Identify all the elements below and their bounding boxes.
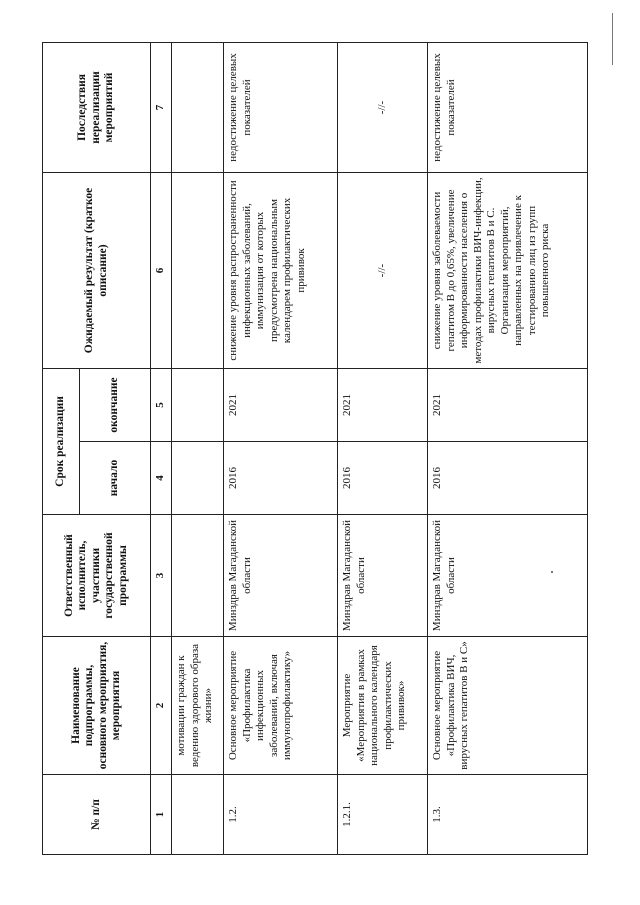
- header-row: [43, 42, 80, 854]
- row-name: Основное мероприятие «Профилактика ВИЧ, вирусных гепатитов В и С»: [428, 637, 588, 775]
- row-start: [172, 442, 224, 515]
- row-executor: [172, 515, 224, 637]
- row-start: 2016: [338, 442, 428, 515]
- row-executor: Минздрав Магаданской области: [224, 515, 338, 637]
- row-result: снижение уровня заболеваемости гепатитом В до 0,65%, увеличение информированности населения о методах профилактики ВИЧ-инфекции, вирусных гепатитов В и С. Организация мероприятий, направленных на привлечение к тестированию лиц из групп повышенного риска: [428, 172, 588, 368]
- row-name: Мероприятие «Мероприятия в рамках национального календаря профилактических прививок»: [338, 637, 428, 775]
- row-executor: Минздрав Магаданской области: [428, 515, 588, 637]
- row-num: 1.2.: [224, 775, 338, 855]
- header-consequence: Последствия нереализации мероприятий: [43, 42, 151, 172]
- table-row: [172, 42, 224, 854]
- column-number: 4: [151, 442, 172, 515]
- column-number: 3: [151, 515, 172, 637]
- row-end: [172, 368, 224, 441]
- row-consequence: -//-: [338, 42, 428, 172]
- row-consequence: недостижение целевых показателей: [428, 42, 588, 172]
- table-row: [338, 42, 428, 854]
- row-start: 2016: [428, 442, 588, 515]
- row-name: Основное мероприятие «Профилактика инфекционных заболеваний, включая иммунопрофилактику»: [224, 637, 338, 775]
- row-num: 1.3.: [428, 775, 588, 855]
- row-executor: Минздрав Магаданской области: [338, 515, 428, 637]
- header-term: Срок реализации: [43, 368, 80, 514]
- row-consequence: [172, 42, 224, 172]
- row-end: 2021: [428, 368, 588, 441]
- column-number: 2: [151, 637, 172, 775]
- row-end: 2021: [224, 368, 338, 441]
- header-end: окончание: [80, 368, 151, 441]
- row-result: снижение уровня распространенности инфекционных заболеваний, иммунизация от которых предусмотрена национальным календарем профилактических прививок: [224, 172, 338, 368]
- row-result: -//-: [338, 172, 428, 368]
- row-consequence: недостижение целевых показателей: [224, 42, 338, 172]
- table-row: [428, 42, 588, 854]
- page-edge-mark: [612, 13, 613, 65]
- row-num: 1.2.1.: [338, 775, 428, 855]
- column-number: 1: [151, 775, 172, 855]
- column-numbers-row: [151, 42, 172, 854]
- header-name: Наименование подпрограммы, основного мероприятия, мероприятия: [43, 637, 151, 775]
- row-end: 2021: [338, 368, 428, 441]
- table-row: [224, 42, 338, 854]
- header-num: № п/п: [43, 775, 151, 855]
- row-start: 2016: [224, 442, 338, 515]
- header-executor: Ответственный исполнитель, участники государственной программы: [43, 515, 151, 637]
- row-name: мотивации граждан к ведению здорового образа жизни»: [172, 637, 224, 775]
- column-number: 6: [151, 172, 172, 368]
- header-start: начало: [80, 442, 151, 515]
- row-num: [172, 775, 224, 855]
- scan-speck: [551, 571, 553, 573]
- column-number: 5: [151, 368, 172, 441]
- row-result: [172, 172, 224, 368]
- column-number: 7: [151, 42, 172, 172]
- header-result: Ожидаемый результат (краткое описание): [43, 172, 151, 368]
- program-activities-table: [42, 42, 588, 855]
